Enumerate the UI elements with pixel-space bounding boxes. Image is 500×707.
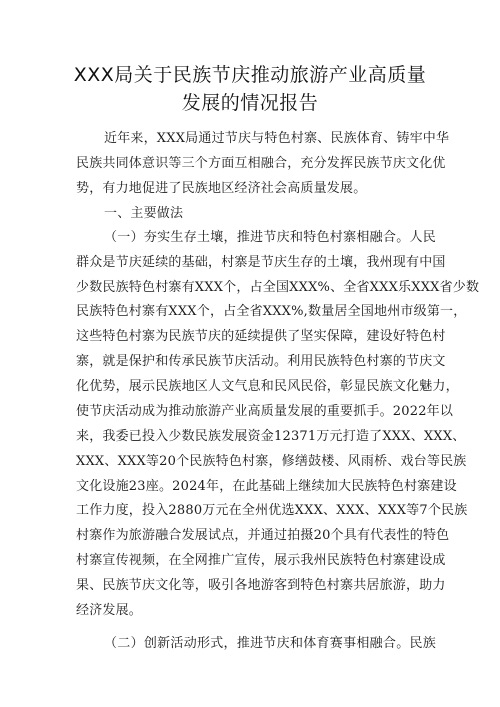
body-paragraph-line: 化优势，展示民族地区人文气息和民风民俗，彰显民族文化魅力， (76, 379, 459, 394)
body-paragraph-line: 群众是节庆延续的基础，村寨是节庆生存的土壤，我州现有中国 (76, 255, 446, 270)
body-paragraph-line: 工作力度，投入2880万元在全州优选XXX、XXX、XXX等7个民族 (76, 503, 468, 518)
document-title-line-1: XXX局关于民族节庆推动旅游产业高质量 (73, 64, 427, 86)
body-paragraph-line: 村寨作为旅游融合发展试点，并通过拍摄20个具有代表性的特色 (76, 528, 450, 543)
body-paragraph-line: （一）夯实生存土壤，推进节庆和特色村寨相融合。人民 (104, 230, 436, 245)
intro-paragraph-line: 近年来，XXX局通过节庆与特色村寨、民族体育、铸牢中华 (104, 131, 450, 146)
body-paragraph-line: XXX、XXX等20个民族特色村寨，修缮鼓楼、风雨桥、戏台等民族 (76, 454, 467, 469)
body-paragraph-line: 经济发展。 (76, 603, 143, 618)
body-paragraph-line: 果、民族节庆文化等，吸引各地游客到特色村寨共居旅游，助力 (76, 578, 446, 593)
body-paragraph-line: （二）创新活动形式，推进节庆和体育赛事相融合。民族 (104, 636, 436, 651)
intro-paragraph-line: 势，有力地促进了民族地区经济社会高质量发展。 (76, 181, 367, 196)
body-paragraph-line: 这些特色村寨为民族节庆的延续提供了坚实保障，建设好特色村 (76, 329, 446, 344)
body-paragraph-line: 来，我委已投入少数民族发展资金12371万元打造了XXX、XXX、 (76, 429, 466, 444)
intro-paragraph-line: 民族共同体意识等三个方面互相融合，充分发挥民族节庆文化优 (76, 156, 446, 171)
body-paragraph-line: 文化设施23座。2024年，在此基础上继续加大民族特色村寨建设 (76, 479, 457, 494)
body-paragraph-line: 少数民族特色村寨有XXX个，占全国XXX%、全省XXX乐XXX省少数 (76, 280, 480, 295)
body-paragraph-line: 使节庆活动成为推动旅游产业高质量发展的重要抓手。2022年以 (76, 404, 454, 419)
body-paragraph-line: 民族特色村寨有XXX个，占全省XXX%,数量居全国地州市级第一， (76, 304, 467, 319)
body-paragraph-line: 寨，就是保护和传承民族节庆活动。利用民族特色村寨的节庆文 (76, 354, 446, 369)
document-title-line-2: 发展的情况报告 (181, 92, 319, 114)
section-heading: 一、主要做法 (104, 206, 184, 221)
body-paragraph-line: 村寨宣传视频，在全网推广宣传，展示我州民族特色村寨建设成 (76, 553, 446, 568)
